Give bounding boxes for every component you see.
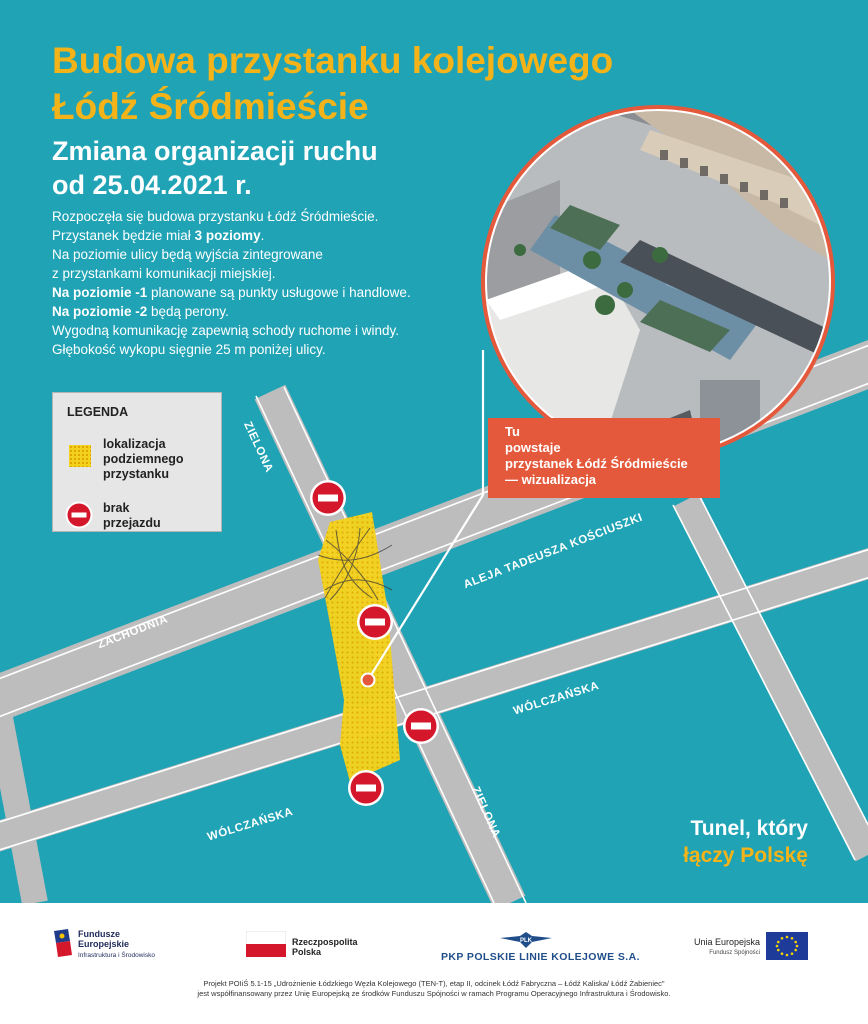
- eu-flag-icon: [766, 932, 808, 960]
- station-marker: [362, 674, 375, 687]
- no-entry-sign-icon: [310, 480, 346, 516]
- street-label-zielona-north: ZIELONA: [241, 420, 276, 475]
- slogan-line-1: Tunel, który: [690, 817, 808, 840]
- station-area-swatch-icon: [69, 445, 91, 467]
- no-entry-sign-icon: [348, 770, 384, 806]
- rp-line2: Polska: [292, 947, 322, 957]
- no-entry-sign-icon: [403, 708, 439, 744]
- street-label-wolczanska-east: WÓLCZAŃSKA: [512, 679, 601, 718]
- visualization-image: [481, 105, 835, 459]
- poland-flag-icon: [246, 931, 286, 957]
- intro-text: [52, 207, 482, 359]
- title-line-2: Łódź Śródmieście: [52, 86, 369, 127]
- street-label-wolczanska-west: WÓLCZAŃSKA: [206, 805, 295, 844]
- intro-line: Przystanek będzie miał 3 poziomy.: [52, 228, 265, 243]
- legend-closure-label: brak przejazdu: [103, 501, 161, 530]
- street-label-kosciuszki: ALEJA TADEUSZA KOŚCIUSZKI: [462, 511, 645, 592]
- street-label-zachodnia: ZACHODNIA: [96, 613, 170, 652]
- legend-station-label: lokalizacja podziemnego przystanku: [103, 437, 184, 481]
- slogan-line-2: łączy Polskę: [683, 844, 808, 867]
- rp-line1: Rzeczpospolita: [292, 937, 358, 947]
- fe-line3: Infrastruktura i Środowisko: [78, 952, 155, 959]
- footer: [0, 903, 868, 1024]
- legend-title: LEGENDA: [67, 405, 129, 419]
- visualization-caption: Tu powstaje przystanek Łódź Śródmieście — wizualizacja: [488, 418, 720, 498]
- legend: [52, 392, 222, 532]
- plk-eagle-logo-icon: [500, 930, 552, 950]
- intro-line: z przystankami komunikacji miejskiej.: [52, 266, 276, 281]
- plk-logo-text: PLK: [520, 938, 532, 944]
- no-entry-sign-icon: [357, 604, 393, 640]
- fe-line1: Fundusze: [78, 929, 120, 939]
- intro-line: Na poziomie ulicy będą wyjścia zintegrowane: [52, 247, 323, 262]
- ue-line2: Fundusz Spójności: [709, 950, 760, 956]
- title-line-1: Budowa przystanku kolejowego: [52, 40, 614, 81]
- fe-line2: Europejskie: [78, 939, 130, 949]
- funds-logo-icon: [52, 927, 76, 959]
- intro-line: Rozpoczęła się budowa przystanku Łódź Śródmieście.: [52, 209, 379, 224]
- project-note-line2: jest współfinansowany przez Unię Europejską ze środków Funduszu Spójności w ramach Programu Operacyjnego Infrastruktura i Środowisko.: [197, 989, 671, 998]
- subtitle-line-2: od 25.04.2021 r.: [52, 170, 252, 200]
- intro-line: Na poziomie -2 będą perony.: [52, 304, 229, 319]
- plk-name: PKP POLSKIE LINIE KOLEJOWE S.A.: [441, 951, 640, 963]
- intro-line: Głębokość wykopu sięgnie 25 m poniżej ulicy.: [52, 342, 326, 357]
- street-label-zielona-south: ZIELONA: [469, 785, 503, 840]
- ue-line1: Unia Europejska: [693, 937, 760, 947]
- subtitle-line-1: Zmiana organizacji ruchu: [52, 136, 378, 166]
- project-note-line1: Projekt POIiŚ 5.1-15 „Udrożnienie Łódzkiego Węzła Kolejowego (TEN-T), etap II, odcinek Łódź Fabryczna – Łódź Kaliska/ Łódź Żabieniec": [203, 979, 665, 988]
- intro-line: Wygodną komunikację zapewnią schody ruchome i windy.: [52, 323, 400, 338]
- no-entry-sign-icon: [65, 501, 93, 529]
- intro-line: Na poziomie -1 planowane są punkty usługowe i handlowe.: [52, 285, 411, 300]
